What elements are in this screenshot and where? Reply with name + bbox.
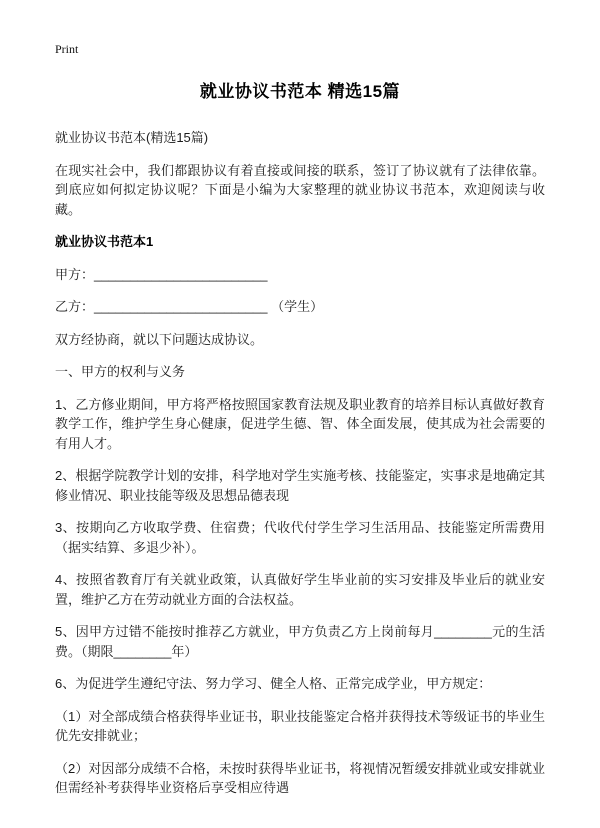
paragraph: 就业协议书范本(精选15篇) bbox=[55, 130, 209, 145]
print-button[interactable]: Print bbox=[55, 42, 79, 56]
paragraph: 1、乙方修业期间，甲方将严格按照国家教育法规及职业教育的培养目标认真做好教育教学工作，维护学生身心健康，促进学生德、智、体全面发展，使其成为社会需要的有用人才。 bbox=[55, 396, 545, 451]
paragraph: 在现实社会中，我们都跟协议有着直接或间接的联系，签订了协议就有了法律依靠。到底应如何拟定协议呢？下面是小编为大家整理的就业协议书范本，欢迎阅读与收藏。 bbox=[55, 162, 545, 217]
paragraph: 3、按期向乙方收取学费、住宿费；代收代付学生学习生活用品、技能鉴定所需费用（据实结算、多退少补）。 bbox=[55, 520, 545, 555]
document-body bbox=[55, 128, 545, 798]
paragraph: 2、根据学院教学计划的安排，科学地对学生实施考核、技能鉴定，实事求是地确定其修业情况、职业技能等级及思想品德表现 bbox=[55, 468, 545, 503]
paragraph: 4、按照省教育厅有关就业政策，认真做好学生毕业前的实习安排及毕业后的就业安置，维护乙方在劳动就业方面的合法权益。 bbox=[55, 572, 545, 607]
paragraph: 5、因甲方过错不能按时推荐乙方就业，甲方负责乙方上岗前每月________元的生活费。（期限________年） bbox=[55, 624, 545, 659]
paragraph: 就业协议书范本1 bbox=[55, 234, 154, 249]
paragraph: （1）对全部成绩合格获得毕业证书，职业技能鉴定合格并获得技术等级证书的毕业生优先安排就业； bbox=[55, 708, 545, 743]
paragraph: 甲方：________________________ bbox=[55, 266, 268, 282]
paragraph: 乙方：________________________ （学生） bbox=[55, 299, 324, 314]
paragraph: 双方经协商，就以下问题达成协议。 bbox=[55, 331, 264, 347]
paragraph: 一、甲方的权利与义务 bbox=[55, 364, 186, 379]
page-title: 就业协议书范本 精选15篇 bbox=[199, 82, 401, 101]
paragraph: （2）对因部分成绩不合格，未按时获得毕业证书，将视情况暂缓安排就业或安排就业但需经补考获得毕业资格后享受相应待遇 bbox=[55, 760, 545, 795]
paragraph: 6、为促进学生遵纪守法、努力学习、健全人格、正常完成学业，甲方规定： bbox=[55, 676, 492, 691]
